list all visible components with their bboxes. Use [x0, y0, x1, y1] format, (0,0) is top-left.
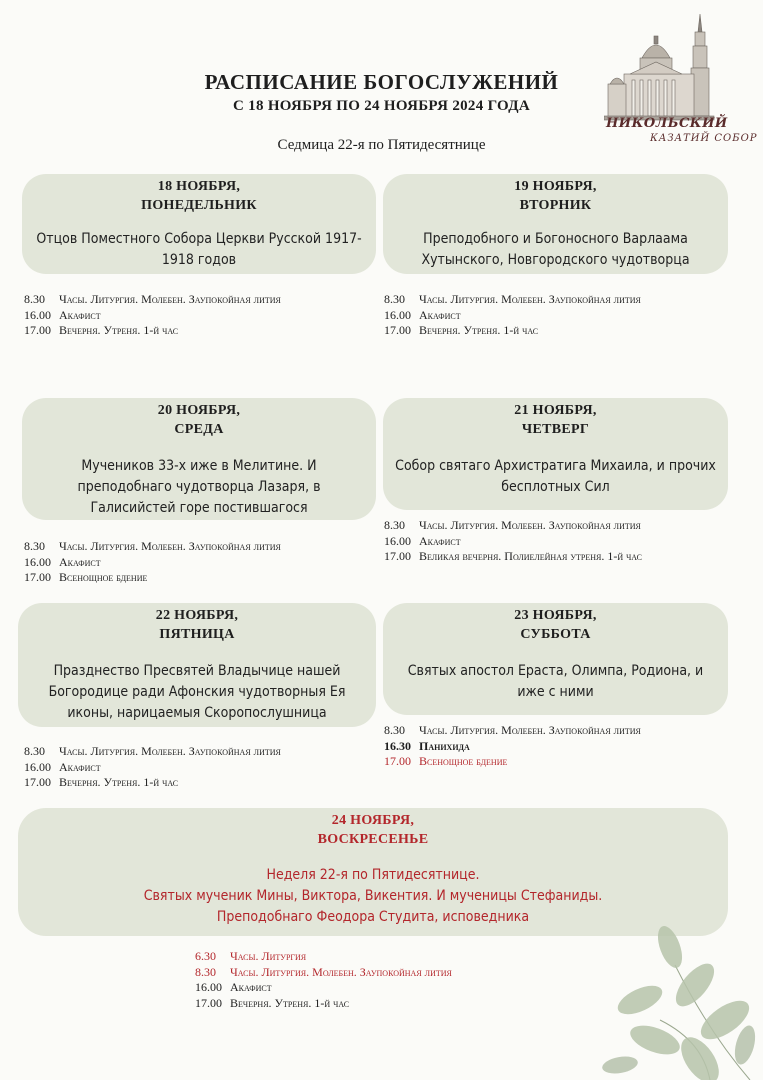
day-card-tuesday	[383, 174, 728, 274]
service-name: Часы. Литургия	[230, 949, 307, 963]
day-date: 19 НОЯБРЯ,	[514, 179, 597, 194]
service-time: 17.00	[384, 323, 411, 337]
day-saint-line3: Преподобнаго Феодора Студита, исповедника	[216, 909, 530, 925]
day-card-saturday	[383, 603, 728, 715]
leaves-decoration-icon	[600, 925, 763, 1080]
service-row	[384, 754, 641, 770]
service-time: 17.00	[384, 754, 411, 768]
service-row	[24, 539, 281, 555]
service-name: Вечерня. Утреня. 1-й час	[230, 995, 350, 1010]
service-row	[384, 534, 642, 550]
day-schedule-wednesday	[24, 539, 281, 586]
day-saint: Собор святаго Архистратига Михаила, и прочих бесплотных Сил	[395, 458, 716, 495]
day-date: 24 НОЯБРЯ,	[331, 813, 415, 828]
service-time: 17.00	[24, 775, 51, 789]
day-weekday: ПЯТНИЦА	[159, 627, 235, 642]
day-card-sunday	[18, 808, 728, 936]
service-time: 16.30	[384, 738, 411, 753]
service-row	[384, 549, 642, 565]
service-name: Акафист	[419, 307, 461, 322]
service-time: 8.30	[24, 744, 45, 758]
day-saint: Празднество Пресвятей Владычице нашей Богородице ради Афонския чудотворныя Ея иконы, нарицаемыя Скоропослушница	[48, 663, 346, 721]
day-date: 23 НОЯБРЯ,	[514, 608, 597, 623]
service-name: Всенощное бдение	[419, 754, 508, 768]
day-schedule-sunday	[195, 949, 452, 1011]
service-row	[195, 980, 452, 996]
day-date: 18 НОЯБРЯ,	[157, 179, 241, 194]
service-time: 8.30	[384, 518, 405, 532]
day-schedule-saturday	[384, 723, 641, 770]
service-row	[24, 744, 281, 760]
week-label: Седмица 22-я по Пятидесятнице	[277, 137, 486, 153]
day-card-monday	[22, 174, 376, 274]
service-name: Панихида	[419, 738, 470, 753]
service-row	[384, 739, 641, 755]
day-weekday: ВОСКРЕСЕНЬЕ	[317, 832, 429, 847]
day-weekday: ПОНЕДЕЛЬНИК	[141, 198, 257, 213]
service-name: Вечерня. Утреня. 1-й час	[59, 775, 179, 789]
day-weekday: ЧЕТВЕРГ	[521, 422, 590, 437]
service-name: Великая вечерня. Полиелейная утреня. 1-й час	[419, 549, 643, 563]
service-name: Часы. Литургия. Молебен. Заупокойная лития	[419, 518, 641, 532]
service-time: 6.30	[195, 949, 216, 963]
page-subtitle: С 18 НОЯБРЯ ПО 24 НОЯБРЯ 2024 ГОДА	[232, 98, 531, 114]
page-title: РАСПИСАНИЕ БОГОСЛУЖЕНИЙ	[204, 70, 559, 94]
day-schedule-tuesday	[384, 292, 641, 339]
service-row	[24, 775, 281, 791]
service-time: 16.00	[24, 759, 51, 774]
day-weekday: СРЕДА	[174, 422, 224, 437]
service-row	[24, 308, 281, 324]
logo-name: НИКОЛЬСКИЙ	[606, 116, 728, 131]
service-row	[384, 323, 641, 339]
service-row	[24, 323, 281, 339]
day-schedule-monday	[24, 292, 281, 339]
service-time: 16.00	[195, 980, 222, 994]
service-time: 8.30	[384, 723, 405, 737]
service-name: Часы. Литургия. Молебен. Заупокойная лития	[419, 723, 641, 737]
service-row	[24, 570, 281, 586]
service-row	[195, 996, 452, 1012]
service-time: 16.00	[384, 307, 411, 322]
service-row	[24, 760, 281, 776]
service-time: 16.00	[24, 554, 51, 569]
day-saint-line2: Святых мученик Мины, Виктора, Викентия. И мученицы Стефаниды.	[143, 888, 603, 904]
day-weekday: СУББОТА	[520, 627, 591, 642]
service-name: Вечерня. Утреня. 1-й час	[59, 323, 179, 337]
service-row	[384, 518, 642, 534]
day-date: 21 НОЯБРЯ,	[514, 403, 597, 418]
service-time: 16.00	[384, 533, 411, 548]
service-time: 8.30	[24, 292, 45, 306]
service-name: Акафист	[419, 533, 461, 548]
service-row	[195, 965, 452, 981]
service-time: 8.30	[384, 292, 405, 306]
service-time: 16.00	[24, 307, 51, 322]
service-row	[24, 292, 281, 308]
day-date: 20 НОЯБРЯ,	[157, 403, 241, 418]
service-name: Часы. Литургия. Молебен. Заупокойная лития	[59, 292, 281, 306]
service-time: 17.00	[24, 570, 51, 584]
service-name: Всенощное бдение	[59, 570, 148, 584]
day-weekday: ВТОРНИК	[519, 198, 592, 213]
service-name: Акафист	[59, 759, 101, 774]
day-date: 22 НОЯБРЯ,	[155, 608, 239, 623]
day-saint: Отцов Поместного Собора Церкви Русской 1917-1918 годов	[36, 231, 362, 268]
service-time: 17.00	[195, 995, 222, 1010]
day-saint: Преподобного и Богоносного Варлаама Хутынского, Новгородского чудотворца	[421, 231, 690, 268]
day-schedule-friday	[24, 744, 281, 791]
service-name: Вечерня. Утреня. 1-й час	[419, 323, 539, 337]
service-row	[384, 723, 641, 739]
day-card-friday	[18, 603, 376, 727]
service-name: Часы. Литургия. Молебен. Заупокойная лития	[59, 744, 281, 758]
service-name: Акафист	[59, 554, 101, 569]
service-time: 8.30	[24, 539, 45, 553]
service-row	[384, 308, 641, 324]
logo-sub: КАЗАТИЙ СОБОР	[650, 133, 758, 144]
service-name: Акафист	[59, 307, 101, 322]
service-row	[195, 949, 452, 965]
service-row	[384, 292, 641, 308]
service-time: 8.30	[195, 964, 216, 979]
day-card-thursday	[383, 398, 728, 510]
service-name: Часы. Литургия. Молебен. Заупокойная лития	[59, 539, 281, 553]
day-schedule-thursday	[384, 518, 642, 565]
service-row	[24, 555, 281, 571]
service-name: Акафист	[230, 980, 272, 994]
day-saint: Святых апостол Ераста, Олимпа, Родиона, и иже с ними	[407, 663, 704, 700]
service-time: 17.00	[24, 323, 51, 337]
day-saint-line1: Неделя 22-я по Пятидесятнице.	[266, 867, 480, 883]
day-saint: Мучеников 33-х иже в Мелитине. И преподобнаго чудотворца Лазаря, в Галисийстей горе постившагося	[77, 458, 321, 516]
service-time: 17.00	[384, 549, 411, 563]
service-name: Часы. Литургия. Молебен. Заупокойная лития	[419, 292, 641, 306]
service-name: Часы. Литургия. Молебен. Заупокойная лития	[230, 964, 452, 979]
day-card-wednesday	[22, 398, 376, 520]
